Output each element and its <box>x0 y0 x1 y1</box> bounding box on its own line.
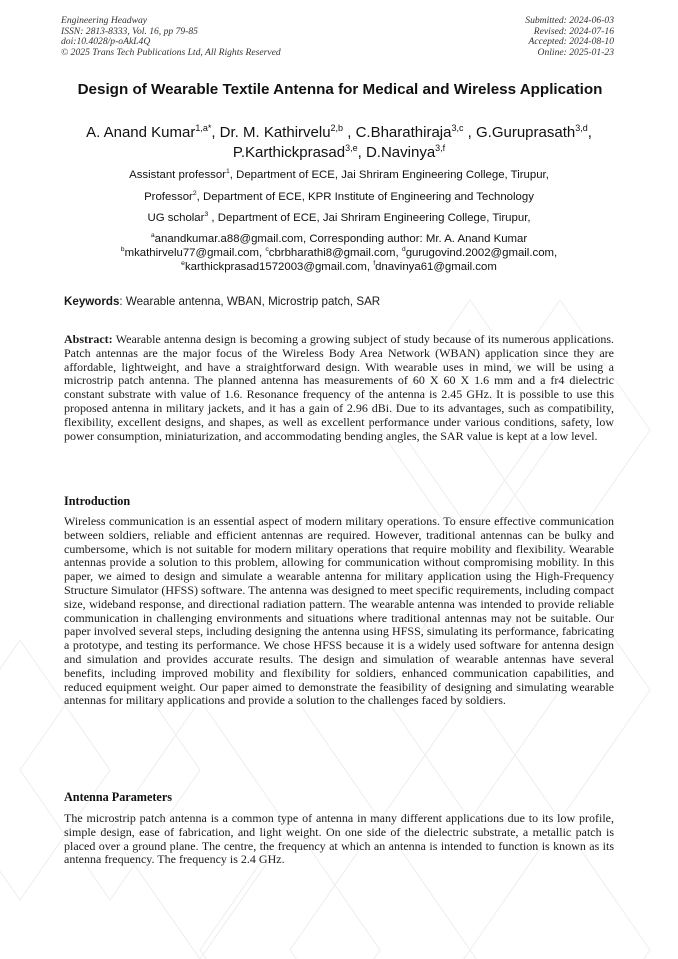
author-name: D.Navinya <box>365 143 436 161</box>
affiliation-1: Assistant professor$^1$, Department of ECE, Jai Shriram Engineering College, Tirupur, <box>129 168 549 181</box>
journal-name: Engineering Headway <box>61 15 148 26</box>
online-date: Online: 2025-01-23 <box>537 46 614 58</box>
email-corresponding: $^a$anandkumar.a88@gmail.com, Corresponding author: Mr. A. Anand Kumar <box>150 232 528 245</box>
author-sup: 3,d <box>575 123 588 133</box>
author-sup: 1,a* <box>195 123 212 133</box>
accepted-date: Accepted: 2024-08-10 <box>528 36 614 48</box>
abstract-text: Wearable antenna design is becoming a growing subject of study because of its numerous applications. Patch antennas are the major focus of the Wireless Body Area Network (WBAN) application since they are affordable, lightweight, and have a straightforward design. With wearable uses in mind, we will be using a microstrip patch antenna. The planned antenna has measurements of 60 X 60 X 1.6 mm and a fr4 dielectric constant substrate with value of 1.6. Resonance frequency of the antenna is 2.45 GHz. It is possible to use this proposed antenna in military jackets, and it has a gain of 2.96 dBi. Due to its advantages, such as compatibility, flexibility, excellent designs, and shapes, as well as excellent performance under various conditions, safety, low power consumption, miniaturization, and accommodating bending angles, the SAR value is kept at a low level. <box>64 332 614 443</box>
author-sup: 3,f <box>435 142 446 153</box>
affiliation-2: Professor$^2$, Department of ECE, KPR Institute of Engineering and Technology <box>144 190 534 203</box>
author-sup: 2,b <box>330 123 344 133</box>
email-line-2: $^b$mkathirvelu77@gmail.com, $^c$cbrbharathi8@gmail.com, $^d$gurugovind.2002@gmail.com, <box>120 246 558 259</box>
author-name: A. Anand Kumar <box>86 124 196 141</box>
author-name: C.Bharathiraja <box>355 124 452 141</box>
introduction-heading: Introduction <box>64 494 131 508</box>
author-name: G.Guruprasath <box>476 124 576 141</box>
dates-header <box>525 16 614 58</box>
journal-header <box>61 16 281 58</box>
affiliation-3: UG scholar$^3$ , Department of ECE, Jai Shriram Engineering College, Tirupur, <box>147 211 531 224</box>
copyright: © 2025 Trans Tech Publications Ltd, All Rights Reserved <box>61 46 281 58</box>
issn: ISSN: 2813-8333, Vol. 16, pp 79-85 <box>61 25 198 37</box>
abstract-label: Abstract: <box>64 332 113 346</box>
author-sup: 3,c <box>451 123 464 133</box>
abstract <box>64 333 614 443</box>
keywords-label: Keywords <box>64 295 120 308</box>
author-name: P.Karthickprasad <box>232 143 346 161</box>
author-name: Dr. M. Kathirvelu <box>219 124 331 141</box>
author-list: A. Anand Kumar$^{1,a*}$, Dr. M. Kathirvelu$^{2,b}$ , C.Bharathiraja$^{3,c}$ , G.Guruprasath$^{3,d}$, P.Karthickprasad$^{3,e}$, D.Navinya$^{3,f}$ <box>86 123 592 161</box>
email-line-3: $^e$karthickprasad1572003@gmail.com, $^f$dnavinya61@gmail.com <box>181 260 497 273</box>
revised-date: Revised: 2024-07-16 <box>533 25 614 37</box>
antenna-parameters-heading: Antenna Parameters <box>64 790 172 804</box>
author-sup: 3,e <box>345 142 358 153</box>
keywords <box>64 295 614 309</box>
paper-title: Design of Wearable Textile Antenna for Medical and Wireless Application <box>77 81 603 98</box>
doi: doi:10.4028/p-oAkL4Q <box>61 36 151 48</box>
introduction-text: Wireless communication is an essential aspect of modern military operations. To ensure effective communication between soldiers, reliable and efficient antennas are required. However, traditional antennas can be bulky and cumbersome, which is not suitable for modern military operations that require mobility and flexibility. Wearable antennas provide a solution to this problem, allowing for communication without compromising mobility. In this paper, we aimed to design and simulate a wearable antenna for military application using the High-Frequency Structure Simulator (HFSS) software. The antenna was designed to meet specific requirements, including compact size, wideband response, and directional radiation pattern. The wearable antenna was intended to provide reliable communication in challenging environments and situations where traditional antennas may not be suitable. Our paper involved several steps, including designing the antenna using HFSS, simulating its performance, fabricating a prototype, and testing its performance. We chose HFSS because it is a widely used software for antenna design and simulation and provides accurate results. The design and simulation of wearable antennas have several benefits, including improved mobility and flexibility for soldiers, enhanced communication capabilities, and reduced equipment weight. Our paper aimed to demonstrate the feasibility of designing and simulating wearable antennas for military applications and provide a solution to the challenges faced by soldiers. <box>64 514 614 708</box>
keywords-text: : Wearable antenna, WBAN, Microstrip patch, SAR <box>119 295 381 308</box>
submitted-date: Submitted: 2024-06-03 <box>525 15 614 26</box>
antenna-parameters-text: The microstrip patch antenna is a common type of antenna in many different applications due to its low profile, simple design, ease of fabrication, and light weight. On one side of the dielectric substrate, a metallic patch is placed over a ground plane. The centre, the frequency at which an antenna is intended to function is known as its antenna frequency. The frequency is 2.4 GHz. <box>64 811 614 867</box>
